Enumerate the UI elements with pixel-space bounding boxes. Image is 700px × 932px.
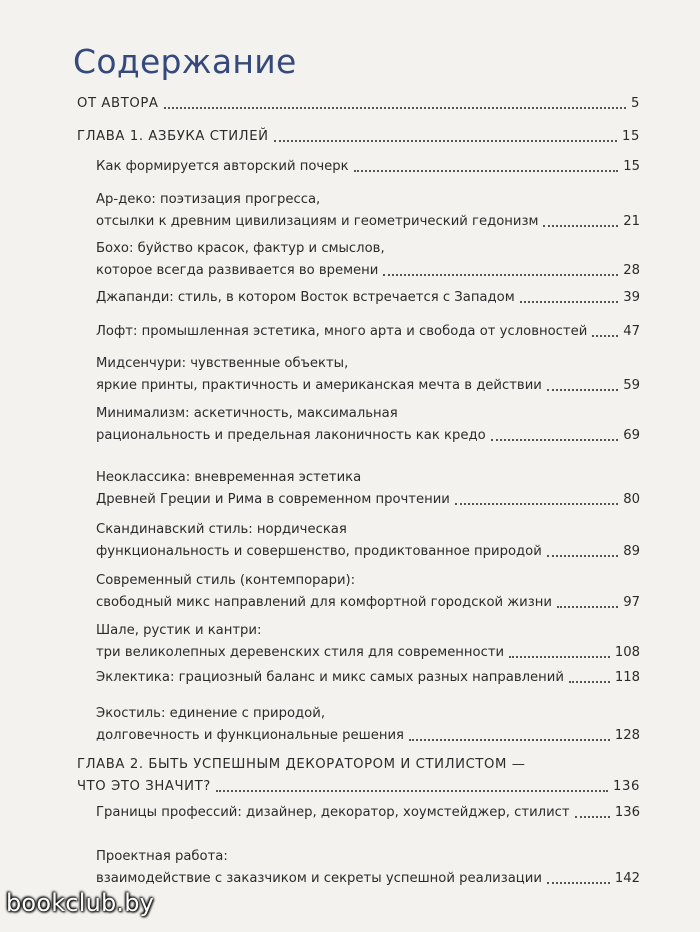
- toc-entry-title: Как формируется авторский почерк: [96, 159, 349, 174]
- toc-entry-title: Мидсенчури: чувственные объекты,: [96, 356, 349, 371]
- toc-entry-title: Эклектика: грациозный баланс и микс самых разных направлений: [96, 670, 564, 685]
- toc-entry-title: Джапанди: стиль, в котором Восток встречается с Западом: [96, 290, 515, 305]
- dot-leader: [569, 681, 610, 683]
- toc-section-entry[interactable]: [96, 189, 640, 233]
- dot-leader: [547, 882, 610, 884]
- toc-chapter-entry[interactable]: [77, 754, 640, 798]
- toc-page-number: 136: [613, 779, 640, 794]
- toc-chapter-entry[interactable]: [77, 126, 640, 148]
- toc-page-number: 142: [614, 871, 640, 886]
- toc-entry-title: ГЛАВА 1. АЗБУКА СТИЛЕЙ: [77, 129, 269, 144]
- toc-entry-title: Лофт: промышленная эстетика, много арта и свобода от условностей: [96, 324, 588, 339]
- toc-entry-title: Древней Греции и Рима в современном прочтении: [96, 492, 450, 507]
- toc-section-entry[interactable]: [96, 703, 640, 747]
- toc-section-entry[interactable]: [96, 238, 640, 282]
- toc-entry-title: взаимодействие с заказчиком и секреты успешной реализации: [96, 871, 542, 886]
- toc-section-entry[interactable]: [96, 519, 640, 563]
- toc-entry-title: ГЛАВА 2. БЫТЬ УСПЕШНЫМ ДЕКОРАТОРОМ И СТИЛИСТОМ —: [77, 757, 526, 772]
- dot-leader: [575, 816, 610, 818]
- toc-entry-title: рациональность и предельная лаконичность как кредо: [96, 428, 486, 443]
- toc-entry-title: три великолепных деревенских стиля для современности: [96, 645, 505, 660]
- toc-entry-title: Границы профессий: дизайнер, декоратор, хоумстейджер, стилист: [96, 805, 570, 820]
- dot-leader: [520, 301, 619, 303]
- dot-leader: [547, 555, 618, 557]
- dot-leader: [509, 656, 610, 658]
- dot-leader: [216, 790, 608, 792]
- toc-page-number: 15: [623, 159, 640, 174]
- toc-entry-title: Современный стиль (контемпорари):: [96, 573, 356, 588]
- toc-entry-title: Скандинавский стиль: нордическая: [96, 522, 347, 537]
- toc-entry-title: Неоклассика: вневременная эстетика: [96, 470, 362, 485]
- dot-leader: [383, 274, 618, 276]
- toc-page-number: 59: [623, 378, 640, 393]
- toc-entry-title: долговечность и функциональные решения: [96, 728, 404, 743]
- toc-section-entry[interactable]: [96, 403, 640, 447]
- toc-section-entry[interactable]: [96, 570, 640, 614]
- toc-page-number: 21: [623, 214, 640, 229]
- toc-page-number: 128: [614, 728, 640, 743]
- watermark: bookclub.by: [6, 889, 155, 917]
- toc-page-number: 39: [623, 290, 640, 305]
- toc-section-entry[interactable]: [96, 667, 640, 689]
- dot-leader: [543, 225, 618, 227]
- toc-entry-title: ЧТО ЭТО ЗНАЧИТ?: [77, 779, 211, 794]
- toc-page-number: 80: [623, 492, 640, 507]
- toc-section-entry[interactable]: [96, 620, 640, 664]
- toc-chapter-entry[interactable]: [77, 93, 640, 115]
- toc-entry-title: свободный микс направлений для комфортной городской жизни: [96, 595, 552, 610]
- page-title: Содержание: [73, 42, 297, 81]
- dot-leader: [274, 140, 617, 142]
- dot-leader: [592, 335, 618, 337]
- toc-section-entry[interactable]: [96, 287, 640, 309]
- toc-section-entry[interactable]: [96, 156, 640, 178]
- toc-section-entry[interactable]: [96, 846, 640, 890]
- toc-entry-title: Бохо: буйство красок, фактур и смыслов,: [96, 241, 385, 256]
- toc-page-number: 118: [614, 670, 640, 685]
- toc-section-entry[interactable]: [96, 467, 640, 511]
- toc-entry-title: Экостиль: единение с природой,: [96, 706, 326, 721]
- toc-page-number: 69: [623, 428, 640, 443]
- toc-entry-title: функциональность и совершенство, продиктованное природой: [96, 544, 542, 559]
- toc-page-number: 47: [623, 324, 640, 339]
- toc-page-number: 28: [623, 263, 640, 278]
- toc-entry-title: отсылки к древним цивилизациям и геометрический гедонизм: [96, 214, 539, 229]
- dot-leader: [409, 739, 610, 741]
- dot-leader: [491, 439, 619, 441]
- toc-entry-title: ОТ АВТОРА: [77, 96, 159, 111]
- dot-leader: [164, 107, 626, 109]
- toc-entry-title: Проектная работа:: [96, 849, 228, 864]
- toc-page-number: 108: [614, 645, 640, 660]
- toc-entry-title: Минимализм: аскетичность, максимальная: [96, 406, 398, 421]
- dot-leader: [354, 170, 619, 172]
- toc-page-number: 5: [631, 96, 640, 111]
- dot-leader: [557, 606, 618, 608]
- dot-leader: [547, 389, 618, 391]
- toc-section-entry[interactable]: [96, 802, 640, 824]
- toc-entry-title: яркие принты, практичность и американская мечта в действии: [96, 378, 542, 393]
- toc-section-entry[interactable]: [96, 321, 640, 343]
- dot-leader: [455, 503, 618, 505]
- toc-page-number: 15: [622, 129, 640, 144]
- toc-page-number: 97: [623, 595, 640, 610]
- toc-entry-title: Ар-деко: поэтизация прогресса,: [96, 192, 321, 207]
- toc-page-number: 136: [614, 805, 640, 820]
- toc-entry-title: которое всегда развивается во времени: [96, 263, 379, 278]
- toc-entry-title: Шале, рустик и кантри:: [96, 623, 262, 638]
- toc-section-entry[interactable]: [96, 353, 640, 397]
- toc-page-number: 89: [623, 544, 640, 559]
